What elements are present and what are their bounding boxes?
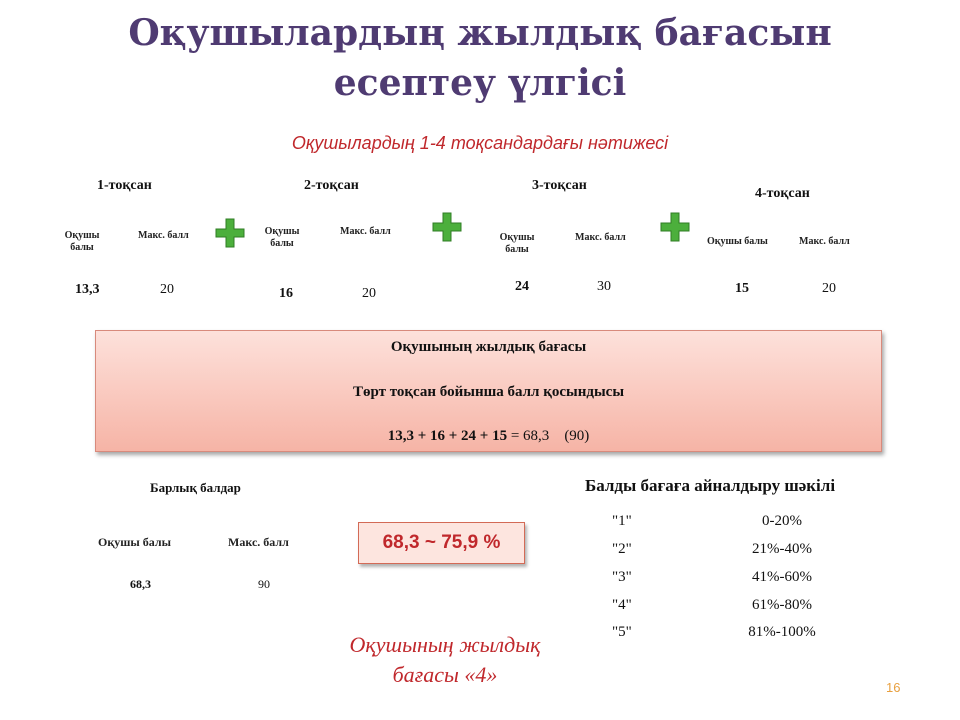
grade-scale-grade: "4"	[612, 597, 632, 613]
grade-scale-grade: "2"	[612, 541, 632, 557]
quarter-2-student-label-line-2: балы	[270, 238, 294, 249]
summary-sum-max: (90)	[564, 428, 590, 444]
annual-grade-result-line-1: Оқушының жылдық	[349, 632, 541, 657]
summary-sum-parts: 13,3 + 16 + 24 + 15	[387, 428, 508, 444]
slide-title-line-2: есептеу үлгісі	[333, 62, 627, 104]
quarter-4-max: 20	[822, 281, 836, 296]
quarter-3-student-label-line-1: Оқушы	[499, 232, 535, 243]
slide-title	[0, 8, 960, 108]
quarter-3-score: 24	[515, 279, 529, 294]
quarter-1-student-label-line-2: балы	[70, 242, 94, 253]
quarter-3-heading: 3-тоқсан	[532, 178, 587, 193]
grade-scale-range: 61%-80%	[752, 597, 812, 613]
slide-title-line-1: Оқушылардың жылдық бағасын	[128, 12, 832, 54]
totals-max: 90	[258, 577, 270, 591]
quarter-2-max: 20	[362, 286, 376, 301]
annual-grade-result	[300, 630, 590, 690]
summary-heading: Оқушының жылдық бағасы	[390, 339, 587, 355]
totals-heading: Барлық балдар	[150, 480, 241, 495]
quarter-2-heading: 2-тоқсан	[304, 178, 359, 193]
grade-scale-range: 0-20%	[762, 513, 802, 529]
slide-subtitle: Оқушылардың 1-4 тоқсандардағы нәтижесі	[291, 133, 669, 153]
quarter-3-student-label-line-2: балы	[505, 244, 529, 255]
grade-scale-grade: "1"	[612, 513, 632, 529]
quarter-1-student-label	[62, 230, 102, 254]
quarter-2-score: 16	[279, 286, 293, 301]
quarter-1-score: 13,3	[75, 282, 100, 297]
grade-scale-title: Балды бағаға айналдыру шәкілі	[585, 476, 836, 495]
quarter-4-heading: 4-тоқсан	[755, 186, 810, 201]
grade-scale-range: 41%-60%	[752, 569, 812, 585]
annual-grade-result-line-2: бағасы «4»	[392, 662, 498, 687]
totals-score: 68,3	[130, 577, 151, 591]
totals-max-label: Макс. балл	[228, 535, 289, 549]
summary-sum-formula	[96, 428, 881, 445]
quarter-3-max: 30	[597, 279, 611, 294]
quarter-3-student-label	[497, 232, 537, 256]
quarter-3-max-label: Макс. балл	[575, 232, 626, 243]
quarter-1-max: 20	[160, 282, 174, 297]
summary-subheading: Төрт тоқсан бойынша балл қосындысы	[352, 384, 625, 400]
quarter-2-student-label-line-1: Оқушы	[264, 226, 300, 237]
plus-icon	[432, 212, 462, 242]
annual-score-summary-box	[95, 330, 882, 452]
grade-scale-grade: "3"	[612, 569, 632, 585]
quarter-1-heading: 1-тоқсан	[97, 178, 152, 193]
percent-range-badge: 68,3 ~ 75,9 %	[358, 522, 525, 564]
quarter-1-max-label: Макс. балл	[138, 230, 189, 241]
plus-icon	[215, 218, 245, 248]
page-number: 16	[886, 680, 901, 695]
quarter-4-student-label: Оқушы балы	[707, 236, 768, 247]
grade-scale-range: 81%-100%	[748, 624, 816, 640]
quarter-4-max-label: Макс. балл	[799, 236, 850, 247]
quarter-2-max-label: Макс. балл	[340, 226, 391, 237]
quarter-1-student-label-line-1: Оқушы	[64, 230, 100, 241]
grade-scale-range: 21%-40%	[752, 541, 812, 557]
plus-icon	[660, 212, 690, 242]
grade-scale-grade: "5"	[612, 624, 632, 640]
quarter-4-score: 15	[735, 281, 749, 296]
totals-student-label: Оқушы балы	[98, 535, 171, 549]
quarter-2-student-label	[262, 226, 302, 250]
summary-sum-result: = 68,3	[510, 428, 550, 444]
